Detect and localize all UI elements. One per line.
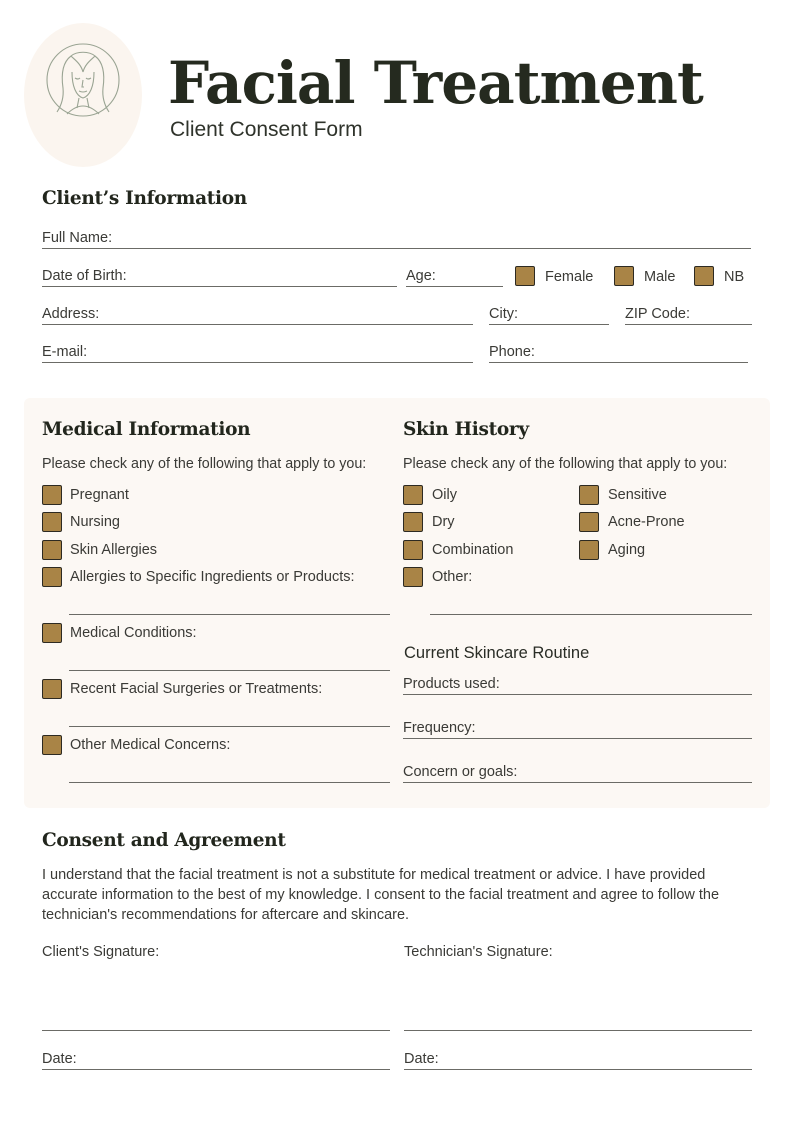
- email-label: E-mail:: [42, 344, 88, 360]
- date-of-birth-label: Date of Birth:: [42, 268, 127, 284]
- email-field[interactable]: [42, 343, 473, 363]
- aging-label: Aging: [608, 542, 646, 558]
- nb-checkbox[interactable]: [694, 266, 714, 286]
- male-checkbox[interactable]: [614, 266, 634, 286]
- phone-field[interactable]: [489, 343, 748, 363]
- date-of-birth-field[interactable]: [42, 267, 397, 287]
- sensitive-checkbox[interactable]: [579, 485, 599, 505]
- female-label: Female: [545, 269, 594, 285]
- other-medical-input-line[interactable]: [69, 782, 390, 783]
- zip-code-label: ZIP Code:: [625, 306, 691, 322]
- medical-instruction: Please check any of the following that apply to you:: [42, 456, 367, 472]
- other-skin-input-line[interactable]: [430, 614, 752, 615]
- oily-checkbox[interactable]: [403, 485, 423, 505]
- facial-surgeries-label: Recent Facial Surgeries or Treatments:: [70, 681, 323, 697]
- products-used-field[interactable]: [403, 675, 752, 695]
- page-title: Facial Treatment: [168, 49, 703, 117]
- other-skin-label: Other:: [432, 569, 473, 585]
- combination-checkbox[interactable]: [403, 540, 423, 560]
- facial-surgeries-input-line[interactable]: [69, 726, 390, 727]
- sensitive-label: Sensitive: [608, 487, 667, 503]
- age-label: Age:: [406, 268, 436, 284]
- client-date-field[interactable]: [42, 1050, 390, 1070]
- full-name-label: Full Name:: [42, 230, 113, 246]
- concerns-goals-label: Concern or goals:: [403, 764, 518, 780]
- technician-signature-line[interactable]: [404, 1030, 752, 1031]
- facial-surgeries-checkbox[interactable]: [42, 679, 62, 699]
- ingredient-allergies-label: Allergies to Specific Ingredients or Products:: [70, 569, 355, 585]
- client-signature-label: Client's Signature:: [42, 944, 160, 960]
- dry-label: Dry: [432, 514, 455, 530]
- products-used-label: Products used:: [403, 676, 500, 692]
- face-outline-icon: [45, 42, 121, 118]
- phone-label: Phone:: [489, 344, 535, 360]
- age-field[interactable]: [406, 267, 503, 287]
- address-label: Address:: [42, 306, 100, 322]
- medical-info-heading: Medical Information: [42, 419, 251, 440]
- page-subtitle: Client Consent Form: [170, 118, 363, 141]
- city-field[interactable]: [489, 305, 609, 325]
- client-signature-line[interactable]: [42, 1030, 390, 1031]
- skin-history-instruction: Please check any of the following that apply to you:: [403, 456, 728, 472]
- nb-label: NB: [724, 269, 745, 285]
- pregnant-checkbox[interactable]: [42, 485, 62, 505]
- zip-code-field[interactable]: [625, 305, 752, 325]
- address-field[interactable]: [42, 305, 473, 325]
- aging-checkbox[interactable]: [579, 540, 599, 560]
- frequency-label: Frequency:: [403, 720, 476, 736]
- medical-conditions-label: Medical Conditions:: [70, 625, 197, 641]
- male-label: Male: [644, 269, 676, 285]
- ingredient-allergies-checkbox[interactable]: [42, 567, 62, 587]
- dry-checkbox[interactable]: [403, 512, 423, 532]
- full-name-field[interactable]: [42, 229, 751, 249]
- other-skin-checkbox[interactable]: [403, 567, 423, 587]
- other-medical-label: Other Medical Concerns:: [70, 737, 231, 753]
- technician-date-field[interactable]: [404, 1050, 752, 1070]
- other-medical-checkbox[interactable]: [42, 735, 62, 755]
- combination-label: Combination: [432, 542, 514, 558]
- technician-signature-label: Technician's Signature:: [404, 944, 553, 960]
- client-info-heading: Client’s Information: [42, 188, 247, 209]
- skin-allergies-label: Skin Allergies: [70, 542, 158, 558]
- skincare-routine-heading: Current Skincare Routine: [404, 644, 590, 662]
- acne-prone-label: Acne-Prone: [608, 514, 685, 530]
- pregnant-label: Pregnant: [70, 487, 129, 503]
- female-checkbox[interactable]: [515, 266, 535, 286]
- city-label: City:: [489, 306, 518, 322]
- medical-conditions-checkbox[interactable]: [42, 623, 62, 643]
- frequency-field[interactable]: [403, 719, 752, 739]
- acne-prone-checkbox[interactable]: [579, 512, 599, 532]
- consent-paragraph: I understand that the facial treatment is not a substitute for medical treatment or advice. I have provided accurate information to the best of my knowledge. I consent to the facial treatment and agree to follow the technician's recommendations for aftercare and skincare.: [42, 867, 720, 923]
- client-date-label: Date:: [42, 1051, 77, 1067]
- technician-date-label: Date:: [404, 1051, 439, 1067]
- skin-allergies-checkbox[interactable]: [42, 540, 62, 560]
- concerns-goals-field[interactable]: [403, 763, 752, 783]
- nursing-label: Nursing: [70, 514, 120, 530]
- ingredient-allergies-input-line[interactable]: [69, 614, 390, 615]
- medical-conditions-input-line[interactable]: [69, 670, 390, 671]
- nursing-checkbox[interactable]: [42, 512, 62, 532]
- oily-label: Oily: [432, 487, 457, 503]
- consent-heading: Consent and Agreement: [42, 830, 286, 851]
- skin-history-heading: Skin History: [403, 419, 529, 440]
